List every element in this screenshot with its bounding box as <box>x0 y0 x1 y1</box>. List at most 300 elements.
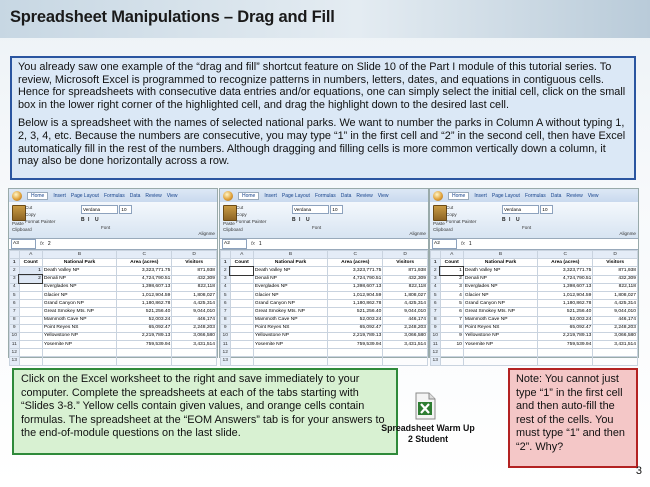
area-cell[interactable]: 521,256.40 <box>538 308 593 316</box>
format-u-button[interactable]: U <box>95 217 99 223</box>
column-header-c[interactable]: C <box>117 251 172 259</box>
area-cell[interactable]: 1,012,904.59 <box>538 291 593 299</box>
area-cell[interactable]: 521,256.40 <box>328 308 383 316</box>
count-cell[interactable] <box>230 283 253 291</box>
row-header[interactable]: 3 <box>221 275 231 283</box>
park-name-cell[interactable]: Mammoth Cave NP <box>463 316 537 324</box>
font-size-select[interactable]: 10 <box>330 205 343 214</box>
empty-cell[interactable] <box>172 349 217 357</box>
format-b-button[interactable]: B <box>502 217 506 223</box>
park-name-cell[interactable]: Yosemite NP <box>42 341 116 349</box>
row-header[interactable]: 8 <box>221 316 231 324</box>
area-cell[interactable]: 521,256.40 <box>117 308 172 316</box>
empty-cell[interactable] <box>593 357 638 365</box>
empty-cell[interactable] <box>42 349 116 357</box>
park-name-cell[interactable]: Yellowstone NP <box>253 332 327 340</box>
name-box[interactable]: A2 <box>432 239 457 249</box>
paste-icon[interactable] <box>433 205 447 221</box>
row-header[interactable]: 2 <box>10 267 20 275</box>
count-cell[interactable] <box>19 316 42 324</box>
table-row <box>10 357 217 365</box>
office-button-icon[interactable] <box>433 191 443 201</box>
paste-label[interactable]: Paste <box>433 221 445 226</box>
row-header[interactable]: 13 <box>431 357 441 365</box>
park-name-cell[interactable]: Denali NP <box>253 275 327 283</box>
park-name-cell[interactable]: Great Smokey Mts. NP <box>463 308 537 316</box>
park-name-cell[interactable]: Point Reyes NS <box>463 324 537 332</box>
area-cell[interactable]: 4,724,790.51 <box>117 275 172 283</box>
copy-button[interactable]: Copy <box>236 212 247 217</box>
ribbon-tab-insert[interactable]: Insert <box>264 192 277 199</box>
column-header-b[interactable]: B <box>463 251 537 259</box>
format-painter-button[interactable]: Format Painter <box>446 219 477 224</box>
park-name-cell[interactable]: Yellowstone NP <box>42 332 116 340</box>
visitors-cell[interactable]: 1,808,027 <box>593 291 638 299</box>
park-name-cell[interactable]: Death Valley NP <box>463 267 537 275</box>
park-name-cell[interactable]: Point Reyes NS <box>42 324 116 332</box>
empty-cell[interactable] <box>593 349 638 357</box>
ribbon-tab-home[interactable]: Home <box>27 192 48 200</box>
area-cell[interactable]: 1,398,607.13 <box>538 283 593 291</box>
format-painter-button[interactable]: Format Painter <box>236 219 267 224</box>
empty-cell[interactable] <box>117 357 172 365</box>
worksheet-grid[interactable] <box>9 250 217 366</box>
count-cell[interactable] <box>19 283 42 291</box>
row-header[interactable]: 5 <box>10 291 20 299</box>
park-name-cell[interactable]: Great Smokey Mts. NP <box>253 308 327 316</box>
park-name-cell[interactable]: Grand Canyon NP <box>463 300 537 308</box>
count-cell[interactable]: 8 <box>440 324 463 332</box>
column-header-d[interactable]: D <box>383 251 428 259</box>
format-b-button[interactable]: B <box>81 217 85 223</box>
header-cell[interactable]: Count <box>19 259 42 267</box>
table-row <box>221 308 428 316</box>
name-box[interactable]: A3 <box>11 239 36 249</box>
formula-value[interactable]: 1 <box>258 241 262 247</box>
area-cell[interactable]: 1,180,862.78 <box>117 300 172 308</box>
row-header[interactable]: 7 <box>10 308 20 316</box>
area-cell[interactable]: 65,092.47 <box>538 324 593 332</box>
park-name-cell[interactable]: Mammoth Cave NP <box>253 316 327 324</box>
column-header-b[interactable]: B <box>42 251 116 259</box>
ribbon-tab-view[interactable]: View <box>166 192 178 199</box>
ribbon-tab-insert[interactable]: Insert <box>474 192 487 199</box>
header-cell[interactable]: Area (acres) <box>117 259 172 267</box>
table-row <box>221 341 428 349</box>
format-u-button[interactable]: U <box>306 217 310 223</box>
ribbon-tab-formulas[interactable]: Formulas <box>314 192 336 199</box>
visitors-cell[interactable]: 2,248,203 <box>172 324 217 332</box>
park-name-cell[interactable]: Everglades NP <box>463 283 537 291</box>
row-header[interactable]: 4 <box>431 283 441 291</box>
font-name-select[interactable]: Verdana <box>81 205 118 214</box>
alignment-group-label: Alignme <box>619 231 636 236</box>
ribbon-tab-data[interactable]: Data <box>550 192 562 199</box>
park-name-cell[interactable]: Glacier NP <box>463 291 537 299</box>
row-header[interactable]: 3 <box>10 275 20 283</box>
area-cell[interactable]: 1,398,607.13 <box>117 283 172 291</box>
park-name-cell[interactable]: Great Smokey Mts. NP <box>42 308 116 316</box>
ribbon-tab-view[interactable]: View <box>587 192 599 199</box>
row-header[interactable]: 7 <box>221 308 231 316</box>
visitors-cell[interactable]: 1,808,027 <box>383 291 428 299</box>
table-row <box>221 291 428 299</box>
format-i-button[interactable]: I <box>88 217 90 223</box>
row-header[interactable]: 9 <box>10 324 20 332</box>
row-header[interactable]: 12 <box>221 349 231 357</box>
count-cell[interactable] <box>19 332 42 340</box>
worksheet-grid[interactable] <box>430 250 638 366</box>
instructions-text: Click on the Excel worksheet to the right and save immediately to your computer. Complete the spreadsheets at each of the tabs starting with “Slides 3-8.” Yellow cells contain given values, and orange cells contain formulas. The spreadsheet at the “EOM Answers” tab is for your answers to the end-of-module questions on the last slide. <box>21 373 385 439</box>
empty-cell[interactable] <box>538 349 593 357</box>
row-header[interactable]: 10 <box>221 332 231 340</box>
visitors-cell[interactable]: 4,425,314 <box>593 300 638 308</box>
font-size-select[interactable]: 10 <box>119 205 132 214</box>
row-header[interactable]: 1 <box>10 259 20 267</box>
count-cell[interactable] <box>230 324 253 332</box>
cut-button[interactable]: Cut <box>236 205 244 210</box>
visitors-cell[interactable]: 822,118 <box>383 283 428 291</box>
park-name-cell[interactable]: Death Valley NP <box>42 267 116 275</box>
copy-button[interactable]: Copy <box>25 212 36 217</box>
row-header[interactable]: 13 <box>221 357 231 365</box>
visitors-cell[interactable]: 871,938 <box>383 267 428 275</box>
table-row <box>10 283 217 291</box>
corner-cell[interactable] <box>10 251 20 259</box>
paste-label[interactable]: Paste <box>12 221 24 226</box>
empty-cell[interactable] <box>328 357 383 365</box>
attachment-caption[interactable]: Spreadsheet Warm Up 2 Student <box>381 423 475 444</box>
row-header[interactable]: 3 <box>431 275 441 283</box>
ribbon-tab-home[interactable]: Home <box>448 192 469 200</box>
area-cell[interactable]: 759,539.94 <box>538 341 593 349</box>
empty-cell[interactable] <box>172 357 217 365</box>
visitors-cell[interactable]: 446,174 <box>172 316 217 324</box>
count-cell[interactable]: 5 <box>440 300 463 308</box>
empty-cell[interactable] <box>230 357 253 365</box>
row-header[interactable]: 13 <box>10 357 20 365</box>
ribbon-tab-review[interactable]: Review <box>566 192 583 199</box>
paste-icon[interactable] <box>223 205 237 221</box>
header-cell[interactable]: National Park <box>463 259 537 267</box>
count-cell[interactable] <box>19 291 42 299</box>
park-name-cell[interactable]: Everglades NP <box>253 283 327 291</box>
park-name-cell[interactable]: Grand Canyon NP <box>42 300 116 308</box>
visitors-cell[interactable]: 9,044,010 <box>383 308 428 316</box>
empty-cell[interactable] <box>328 349 383 357</box>
visitors-cell[interactable]: 871,938 <box>593 267 638 275</box>
ribbon-tab-page-layout[interactable]: Page Layout <box>491 192 520 199</box>
format-u-button[interactable]: U <box>516 217 520 223</box>
excel-file-icon[interactable] <box>413 392 437 420</box>
park-name-cell[interactable]: Denali NP <box>42 275 116 283</box>
count-cell[interactable]: 1 <box>19 267 42 275</box>
count-cell[interactable]: 6 <box>440 308 463 316</box>
header-cell[interactable]: National Park <box>253 259 327 267</box>
count-cell[interactable]: 1 <box>440 267 463 275</box>
count-cell[interactable] <box>230 316 253 324</box>
format-b-button[interactable]: B <box>292 217 296 223</box>
table-header-row <box>431 259 638 267</box>
area-cell[interactable]: 2,219,789.13 <box>117 332 172 340</box>
empty-cell[interactable] <box>383 357 428 365</box>
area-cell[interactable]: 759,539.94 <box>328 341 383 349</box>
park-name-cell[interactable]: Mammoth Cave NP <box>42 316 116 324</box>
visitors-cell[interactable]: 446,174 <box>593 316 638 324</box>
row-header[interactable]: 12 <box>10 349 20 357</box>
row-header[interactable]: 1 <box>431 259 441 267</box>
ribbon-tab-home[interactable]: Home <box>238 192 259 200</box>
ribbon-tab-data[interactable]: Data <box>129 192 141 199</box>
row-header[interactable]: 5 <box>221 291 231 299</box>
area-cell[interactable]: 52,003.24 <box>328 316 383 324</box>
visitors-cell[interactable]: 3,431,514 <box>383 341 428 349</box>
empty-cell[interactable] <box>117 349 172 357</box>
row-header[interactable]: 12 <box>431 349 441 357</box>
park-name-cell[interactable]: Denali NP <box>463 275 537 283</box>
header-cell[interactable]: Count <box>230 259 253 267</box>
park-name-cell[interactable]: Yellowstone NP <box>463 332 537 340</box>
table-row <box>10 275 217 283</box>
column-header-a[interactable]: A <box>440 251 463 259</box>
empty-cell[interactable] <box>230 349 253 357</box>
table-row <box>431 349 638 357</box>
fx-icon: fx <box>251 241 255 247</box>
park-name-cell[interactable]: Yosemite NP <box>463 341 537 349</box>
count-cell[interactable] <box>230 275 253 283</box>
visitors-cell[interactable]: 9,044,010 <box>172 308 217 316</box>
area-cell[interactable]: 759,539.94 <box>117 341 172 349</box>
visitors-cell[interactable]: 2,248,203 <box>383 324 428 332</box>
count-cell[interactable] <box>230 300 253 308</box>
count-cell[interactable]: 3 <box>440 283 463 291</box>
count-cell[interactable]: 2 <box>19 275 42 283</box>
area-cell[interactable]: 65,092.47 <box>328 324 383 332</box>
column-header-c[interactable]: C <box>538 251 593 259</box>
font-name-select[interactable]: Verdana <box>292 205 329 214</box>
park-name-cell[interactable]: Glacier NP <box>253 291 327 299</box>
count-cell[interactable] <box>19 324 42 332</box>
row-header[interactable]: 2 <box>431 267 441 275</box>
font-group-label: Font <box>522 225 532 230</box>
empty-cell[interactable] <box>19 349 42 357</box>
table-row <box>221 349 428 357</box>
ribbon-tab-formulas[interactable]: Formulas <box>103 192 125 199</box>
column-header-d[interactable]: D <box>593 251 638 259</box>
paste-icon[interactable] <box>12 205 26 221</box>
count-cell[interactable] <box>19 300 42 308</box>
visitors-cell[interactable]: 9,044,010 <box>593 308 638 316</box>
format-i-button[interactable]: I <box>509 217 511 223</box>
row-header[interactable]: 8 <box>10 316 20 324</box>
visitors-cell[interactable]: 3,431,514 <box>593 341 638 349</box>
count-cell[interactable] <box>19 341 42 349</box>
area-cell[interactable]: 52,003.24 <box>117 316 172 324</box>
cut-button[interactable]: Cut <box>25 205 33 210</box>
format-i-button[interactable]: I <box>299 217 301 223</box>
corner-cell[interactable] <box>431 251 441 259</box>
table-row <box>221 332 428 340</box>
cut-button[interactable]: Cut <box>446 205 454 210</box>
park-name-cell[interactable]: Death Valley NP <box>253 267 327 275</box>
empty-cell[interactable] <box>440 357 463 365</box>
paste-label[interactable]: Paste <box>223 221 235 226</box>
row-header[interactable]: 5 <box>431 291 441 299</box>
visitors-cell[interactable]: 446,174 <box>383 316 428 324</box>
area-cell[interactable]: 1,012,904.59 <box>328 291 383 299</box>
visitors-cell[interactable]: 871,938 <box>172 267 217 275</box>
area-cell[interactable]: 1,180,862.78 <box>538 300 593 308</box>
area-cell[interactable]: 3,323,771.75 <box>117 267 172 275</box>
font-name-select[interactable]: Verdana <box>502 205 539 214</box>
row-header[interactable]: 4 <box>10 283 20 291</box>
area-cell[interactable]: 4,724,790.51 <box>328 275 383 283</box>
area-cell[interactable]: 3,323,771.75 <box>328 267 383 275</box>
column-header-a[interactable]: A <box>19 251 42 259</box>
ribbon-tab-formulas[interactable]: Formulas <box>524 192 546 199</box>
formula-value[interactable]: 1 <box>468 241 472 247</box>
header-cell[interactable]: Visitors <box>172 259 217 267</box>
count-cell[interactable]: 9 <box>440 332 463 340</box>
area-cell[interactable]: 1,012,904.59 <box>117 291 172 299</box>
empty-cell[interactable] <box>440 349 463 357</box>
area-cell[interactable]: 1,398,607.13 <box>328 283 383 291</box>
area-cell[interactable]: 3,323,771.75 <box>538 267 593 275</box>
table-row <box>431 341 638 349</box>
name-box[interactable]: A2 <box>222 239 247 249</box>
ribbon-tab-insert[interactable]: Insert <box>53 192 66 199</box>
format-painter-button[interactable]: Format Painter <box>25 219 56 224</box>
row-header[interactable]: 6 <box>221 300 231 308</box>
visitors-cell[interactable]: 1,808,027 <box>172 291 217 299</box>
column-header-b[interactable]: B <box>253 251 327 259</box>
header-cell[interactable]: Area (acres) <box>328 259 383 267</box>
visitors-cell[interactable]: 432,309 <box>593 275 638 283</box>
header-cell[interactable]: Count <box>440 259 463 267</box>
table-row <box>10 332 217 340</box>
empty-cell[interactable] <box>42 357 116 365</box>
row-header[interactable]: 6 <box>431 300 441 308</box>
ribbon-tab-review[interactable]: Review <box>145 192 162 199</box>
row-header[interactable]: 11 <box>221 341 231 349</box>
row-header[interactable]: 7 <box>431 308 441 316</box>
visitors-cell[interactable]: 822,118 <box>172 283 217 291</box>
count-cell[interactable]: 4 <box>440 291 463 299</box>
ribbon-tab-view[interactable]: View <box>377 192 389 199</box>
table-row <box>431 332 638 340</box>
count-cell[interactable] <box>19 308 42 316</box>
count-cell[interactable] <box>230 341 253 349</box>
header-cell[interactable]: Visitors <box>383 259 428 267</box>
table-row <box>431 308 638 316</box>
header-cell[interactable]: Area (acres) <box>538 259 593 267</box>
count-cell[interactable]: 7 <box>440 316 463 324</box>
header-cell[interactable]: Visitors <box>593 259 638 267</box>
header-cell[interactable]: National Park <box>42 259 116 267</box>
ribbon-tab-page-layout[interactable]: Page Layout <box>281 192 310 199</box>
count-cell[interactable] <box>230 332 253 340</box>
visitors-cell[interactable]: 3,431,514 <box>172 341 217 349</box>
park-name-cell[interactable]: Glacier NP <box>42 291 116 299</box>
empty-cell[interactable] <box>463 357 537 365</box>
park-name-cell[interactable]: Point Reyes NS <box>253 324 327 332</box>
alignment-group-label: Alignme <box>409 231 426 236</box>
visitors-cell[interactable]: 3,066,580 <box>593 332 638 340</box>
park-name-cell[interactable]: Everglades NP <box>42 283 116 291</box>
empty-cell[interactable] <box>463 349 537 357</box>
visitors-cell[interactable]: 432,309 <box>172 275 217 283</box>
count-cell[interactable]: 2 <box>440 275 463 283</box>
table-row <box>431 275 638 283</box>
ribbon-tabs <box>220 189 428 202</box>
row-header[interactable]: 10 <box>10 332 20 340</box>
worksheet-grid[interactable] <box>220 250 428 366</box>
column-header-a[interactable]: A <box>230 251 253 259</box>
visitors-cell[interactable]: 4,425,314 <box>383 300 428 308</box>
count-cell[interactable] <box>230 267 253 275</box>
park-name-cell[interactable]: Yosemite NP <box>253 341 327 349</box>
row-header[interactable]: 2 <box>221 267 231 275</box>
visitors-cell[interactable]: 3,066,580 <box>172 332 217 340</box>
ribbon-tab-review[interactable]: Review <box>356 192 373 199</box>
ribbon-tab-data[interactable]: Data <box>340 192 352 199</box>
table-row <box>431 283 638 291</box>
row-header[interactable]: 10 <box>431 332 441 340</box>
empty-cell[interactable] <box>253 349 327 357</box>
empty-cell[interactable] <box>538 357 593 365</box>
visitors-cell[interactable]: 822,118 <box>593 283 638 291</box>
visitors-cell[interactable]: 2,248,203 <box>593 324 638 332</box>
area-cell[interactable]: 52,003.24 <box>538 316 593 324</box>
row-header[interactable]: 11 <box>10 341 20 349</box>
area-cell[interactable]: 65,092.47 <box>117 324 172 332</box>
column-header-d[interactable]: D <box>172 251 217 259</box>
area-cell[interactable]: 2,219,789.13 <box>538 332 593 340</box>
row-header[interactable]: 4 <box>221 283 231 291</box>
empty-cell[interactable] <box>19 357 42 365</box>
count-cell[interactable]: 10 <box>440 341 463 349</box>
font-size-select[interactable]: 10 <box>540 205 553 214</box>
count-cell[interactable] <box>230 291 253 299</box>
copy-button[interactable]: Copy <box>446 212 457 217</box>
area-cell[interactable]: 4,724,790.51 <box>538 275 593 283</box>
row-header[interactable]: 1 <box>221 259 231 267</box>
row-header[interactable]: 11 <box>431 341 441 349</box>
visitors-cell[interactable]: 3,066,580 <box>383 332 428 340</box>
empty-cell[interactable] <box>253 357 327 365</box>
office-button-icon[interactable] <box>223 191 233 201</box>
row-header[interactable]: 6 <box>10 300 20 308</box>
count-cell[interactable] <box>230 308 253 316</box>
table-row <box>431 291 638 299</box>
area-cell[interactable]: 1,180,862.78 <box>328 300 383 308</box>
formula-value[interactable]: 2 <box>47 241 51 247</box>
empty-cell[interactable] <box>383 349 428 357</box>
park-name-cell[interactable]: Grand Canyon NP <box>253 300 327 308</box>
office-button-icon[interactable] <box>12 191 22 201</box>
corner-cell[interactable] <box>221 251 231 259</box>
row-header[interactable]: 9 <box>221 324 231 332</box>
row-header[interactable]: 8 <box>431 316 441 324</box>
visitors-cell[interactable]: 4,425,314 <box>172 300 217 308</box>
area-cell[interactable]: 2,219,789.13 <box>328 332 383 340</box>
table-row <box>221 275 428 283</box>
table-row <box>221 300 428 308</box>
visitors-cell[interactable]: 432,309 <box>383 275 428 283</box>
column-header-c[interactable]: C <box>328 251 383 259</box>
row-header[interactable]: 9 <box>431 324 441 332</box>
ribbon-tab-page-layout[interactable]: Page Layout <box>70 192 99 199</box>
